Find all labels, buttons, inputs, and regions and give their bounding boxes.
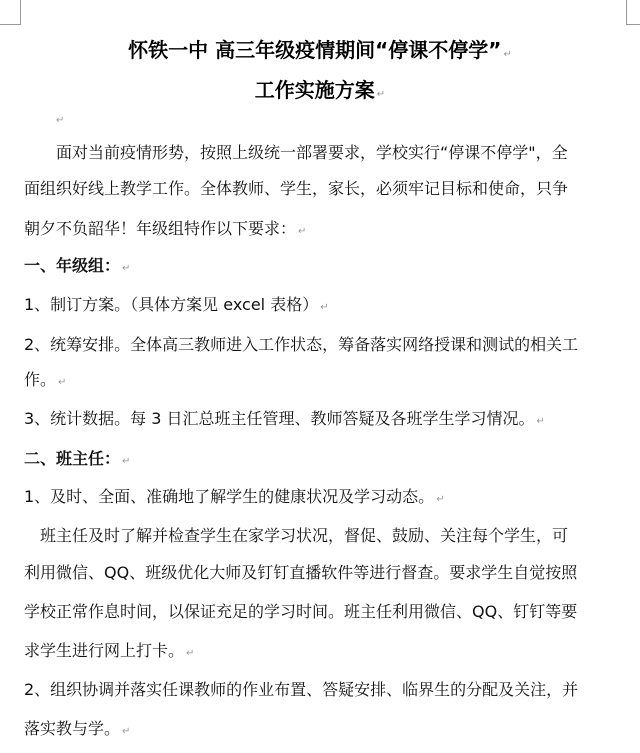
text-line	[24, 332, 578, 355]
title-text-2: 工作实施方案	[254, 78, 375, 102]
line-text: 面对当前疫情形势，按照上级统一部署要求，学校实行“停课不停学"，全	[24, 143, 568, 162]
paragraph-mark-icon: ↵	[376, 89, 386, 100]
section-heading	[24, 446, 130, 469]
document-title-line2	[0, 74, 640, 103]
line-text: 落实教与学。	[24, 719, 121, 738]
line-text: 1、及时、全面、准确地了解学生的健康状况及学习动态。	[24, 487, 435, 506]
page-margin-corner-right	[626, 0, 640, 25]
line-text: 班主任及时了解并检查学生在家学习状况，督促、鼓励、关注每个学生，可	[24, 526, 569, 545]
text-line	[24, 638, 194, 661]
paragraph-mark-icon: ↵	[298, 226, 307, 237]
text-line	[24, 523, 568, 546]
paragraph-mark-icon: ↵	[536, 416, 545, 427]
paragraph-mark-icon: ↵	[436, 494, 445, 505]
text-line	[24, 292, 329, 315]
paragraph-mark-icon: ↵	[122, 726, 131, 737]
section-heading	[24, 253, 130, 276]
text-line	[24, 716, 130, 739]
line-text: 作。	[24, 370, 57, 389]
paragraph-mark-icon: ↵	[320, 302, 329, 313]
line-text: 2、统筹安排。全体高三教师进入工作状态，筹备落实网络授课和测试的相关工	[24, 335, 579, 354]
paragraph-mark-icon: ↵	[503, 49, 512, 60]
line-text: 3、统计数据。每 3 日汇总班主任管理、教师答疑及各班学生学习情况。	[24, 409, 535, 428]
text-line	[24, 108, 64, 127]
line-text: 学校正常作息时间，以保证充足的学习时间。班主任利用微信、QQ、钉钉等要	[24, 602, 578, 621]
paragraph-mark-icon: ↵	[186, 648, 195, 659]
paragraph-mark-icon: ↵	[58, 377, 67, 388]
text-line	[24, 406, 545, 429]
line-text: 利用微信、QQ、班级优化大师及钉钉直播软件等进行督查。要求学生自觉按照	[24, 563, 578, 582]
text-line	[24, 367, 66, 390]
line-text: 求学生进行网上打卡。	[24, 641, 185, 660]
document-title-line1	[0, 34, 640, 63]
line-text: 2、组织协调并落实任课教师的作业布置、答疑安排、临界生的分配及关注，并	[24, 680, 579, 699]
line-text: 一、年级组：	[24, 256, 121, 275]
line-text: 朝夕不负韶华！年级组特作以下要求：	[24, 219, 297, 238]
line-text: 二、班主任：	[24, 449, 121, 468]
page-margin-corner-left	[0, 0, 21, 25]
text-line	[24, 216, 306, 239]
text-line	[24, 677, 578, 700]
text-line	[24, 560, 577, 583]
text-line	[24, 484, 445, 507]
paragraph-mark-icon: ↵	[122, 263, 131, 274]
text-line	[24, 140, 568, 163]
line-text: 面组织好线上教学工作。全体教师、学生，家长，必须牢记目标和使命，只争	[24, 179, 569, 198]
paragraph-mark-icon: ↵	[56, 115, 65, 126]
line-text: 1、制订方案。（具体方案见 excel 表格）	[24, 295, 319, 314]
title-text-1: 怀铁一中 高三年级疫情期间“停课不停学”	[128, 38, 502, 62]
text-line	[24, 176, 568, 199]
paragraph-mark-icon: ↵	[122, 456, 131, 467]
text-line	[24, 599, 577, 622]
